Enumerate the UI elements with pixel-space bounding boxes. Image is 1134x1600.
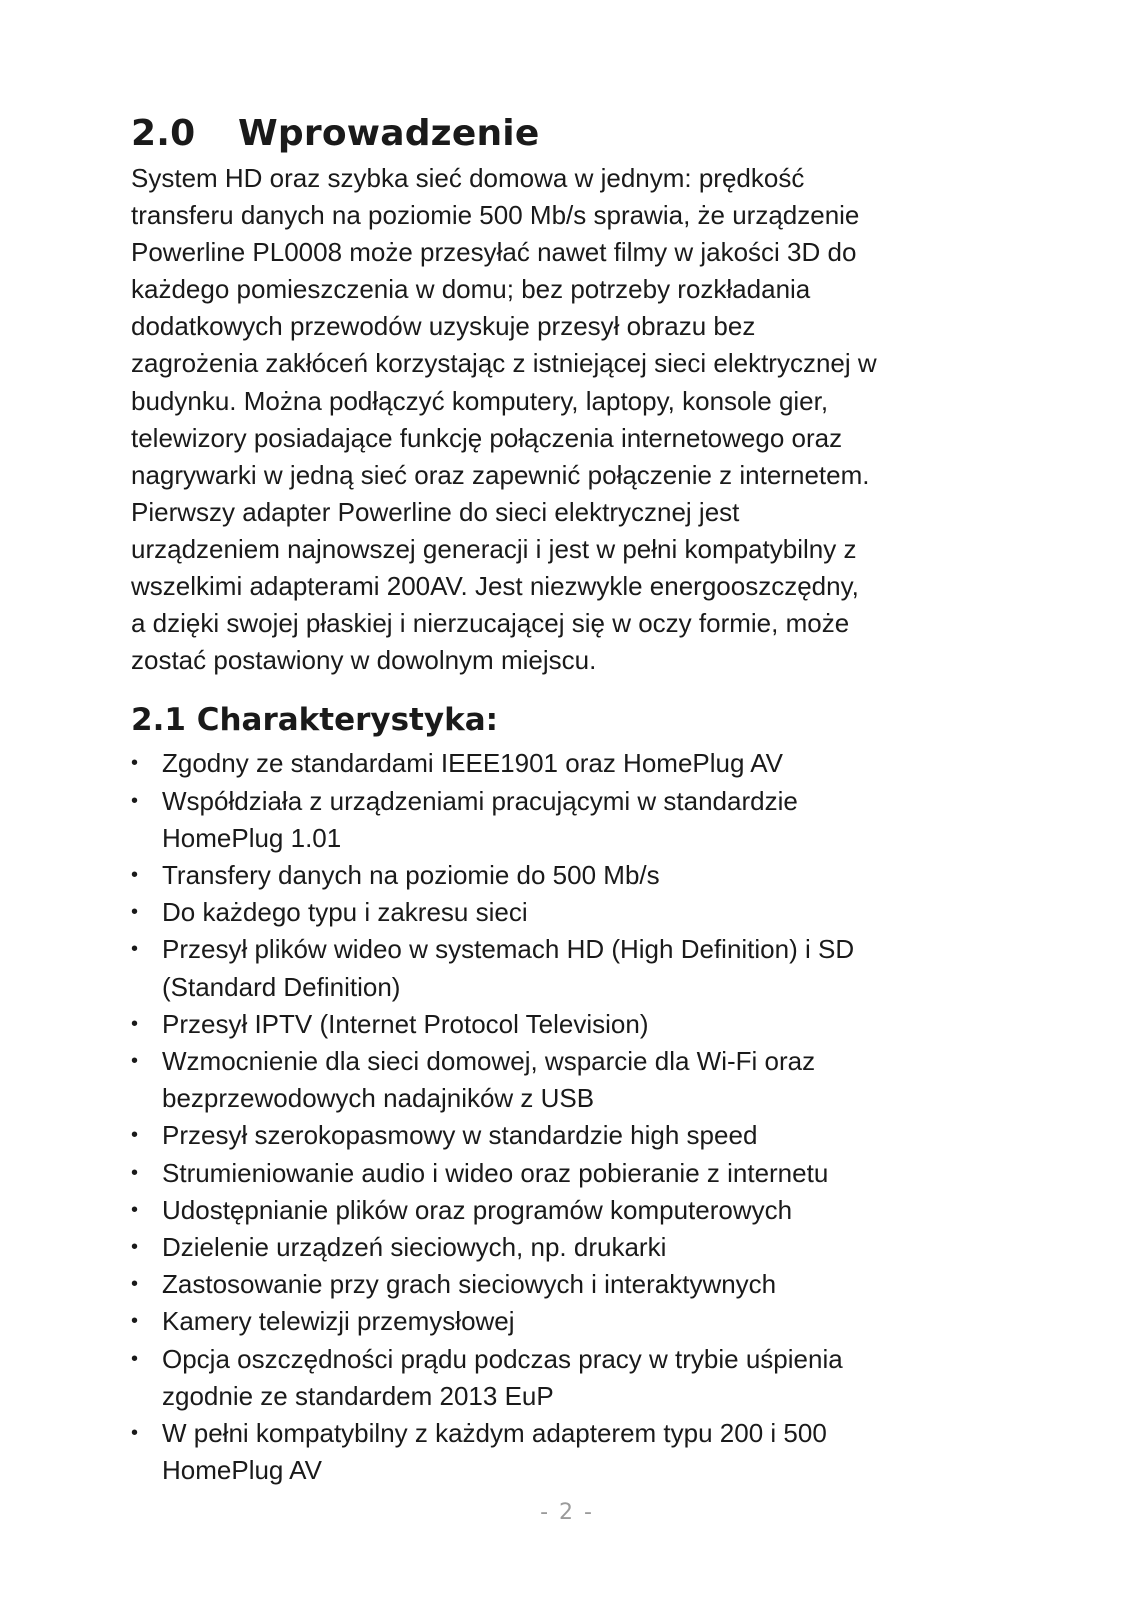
section-heading <box>131 108 1011 160</box>
list-item <box>131 1117 1011 1154</box>
bullet-icon: • <box>131 1012 139 1035</box>
list-item-text: Transfery danych na poziomie do 500 Mb/s <box>162 859 660 890</box>
list-item <box>131 1266 1011 1303</box>
list-item-text: Przesył szerokopasmowy w standardzie high speed <box>162 1120 758 1151</box>
list-item <box>131 857 1011 894</box>
list-item <box>131 783 1011 857</box>
page-content <box>131 108 1011 1489</box>
bullet-icon: • <box>131 752 139 775</box>
intro-line: transferu danych na poziomie 500 Mb/s sprawia, że urządzenie <box>131 200 860 231</box>
bullet-icon: • <box>131 1198 139 1221</box>
intro-line: budynku. Można podłączyć komputery, laptopy, konsole gier, <box>131 385 829 416</box>
intro-line: zostać postawiony w dowolnym miejscu. <box>131 645 597 676</box>
bullet-icon: • <box>131 1421 139 1444</box>
list-item-text: Udostępnianie plików oraz programów komputerowych <box>162 1194 793 1225</box>
bullet-icon: • <box>131 1310 139 1333</box>
list-item-text: Opcja oszczędności prądu podczas pracy w trybie uśpienia <box>162 1343 843 1374</box>
list-item <box>131 1341 1011 1415</box>
list-item <box>131 1303 1011 1340</box>
list-item-text: Współdziała z urządzeniami pracującymi w standardzie <box>162 785 798 816</box>
list-item <box>131 1155 1011 1192</box>
intro-line: dodatkowych przewodów uzyskuje przesył obrazu bez <box>131 311 756 342</box>
list-item-text: Do każdego typu i zakresu sieci <box>162 897 528 928</box>
bullet-icon: • <box>131 1049 139 1072</box>
list-item <box>131 1043 1011 1117</box>
intro-line: nagrywarki w jedną sieć oraz zapewnić połączenie z internetem. <box>131 459 870 490</box>
list-item-text: Wzmocnienie dla sieci domowej, wsparcie dla Wi-Fi oraz <box>162 1045 816 1076</box>
list-item-text: Kamery telewizji przemysłowej <box>162 1306 515 1337</box>
list-item-text: Zastosowanie przy grach sieciowych i interaktywnych <box>162 1269 777 1300</box>
list-item <box>131 1192 1011 1229</box>
intro-paragraph <box>131 160 1011 679</box>
list-item <box>131 931 1011 1005</box>
bullet-icon: • <box>131 938 139 961</box>
intro-line: wszelkimi adapterami 200AV. Jest niezwykle energooszczędny, <box>131 571 859 602</box>
list-item <box>131 894 1011 931</box>
bullet-icon: • <box>131 1161 139 1184</box>
list-item-text: Przesył plików wideo w systemach HD (High Definition) i SD <box>162 934 855 965</box>
list-item-text: HomePlug AV <box>162 1455 322 1486</box>
section-title: Wprowadzenie <box>238 113 540 154</box>
list-item-text: Strumieniowanie audio i wideo oraz pobieranie z internetu <box>162 1157 829 1188</box>
list-item-text: Zgodny ze standardami IEEE1901 oraz HomePlug AV <box>162 748 783 779</box>
list-item-text: Przesył IPTV (Internet Protocol Television) <box>162 1008 649 1039</box>
intro-line: a dzięki swojej płaskiej i nierzucającej się w oczy formie, może <box>131 608 850 639</box>
list-item-text: Dzielenie urządzeń sieciowych, np. drukarki <box>162 1231 667 1262</box>
list-item <box>131 1415 1011 1489</box>
list-item-text: (Standard Definition) <box>162 971 401 1002</box>
list-item <box>131 1229 1011 1266</box>
list-item-text: W pełni kompatybilny z każdym adapterem typu 200 i 500 <box>162 1417 827 1448</box>
bullet-icon: • <box>131 1347 139 1370</box>
bullet-icon: • <box>131 789 139 812</box>
bullet-icon: • <box>131 863 139 886</box>
bullet-icon: • <box>131 1273 139 1296</box>
intro-line: zagrożenia zakłóceń korzystając z istniejącej sieci elektrycznej w <box>131 348 877 379</box>
intro-line: każdego pomieszczenia w domu; bez potrzeby rozkładania <box>131 274 811 305</box>
intro-line: Powerline PL0008 może przesyłać nawet filmy w jakości 3D do <box>131 237 857 268</box>
bullet-icon: • <box>131 1235 139 1258</box>
intro-line: Pierwszy adapter Powerline do sieci elektrycznej jest <box>131 496 740 527</box>
list-item <box>131 1006 1011 1043</box>
list-item-text: zgodnie ze standardem 2013 EuP <box>162 1380 554 1411</box>
intro-line: telewizory posiadające funkcję połączenia internetowego oraz <box>131 422 843 453</box>
feature-list <box>131 745 1011 1489</box>
bullet-icon: • <box>131 901 139 924</box>
intro-line: urządzeniem najnowszej generacji i jest w pełni kompatybilny z <box>131 533 857 564</box>
list-item-text: bezprzewodowych nadajników z USB <box>162 1083 595 1114</box>
intro-line: System HD oraz szybka sieć domowa w jednym: prędkość <box>131 163 805 193</box>
section-number: 2.0 <box>131 113 196 154</box>
bullet-icon: • <box>131 1124 139 1147</box>
list-item-text: HomePlug 1.01 <box>162 822 342 853</box>
list-item <box>131 745 1011 782</box>
subsection-heading: 2.1 Charakterystyka: <box>131 702 499 739</box>
page-number: - 2 - <box>540 1500 594 1525</box>
